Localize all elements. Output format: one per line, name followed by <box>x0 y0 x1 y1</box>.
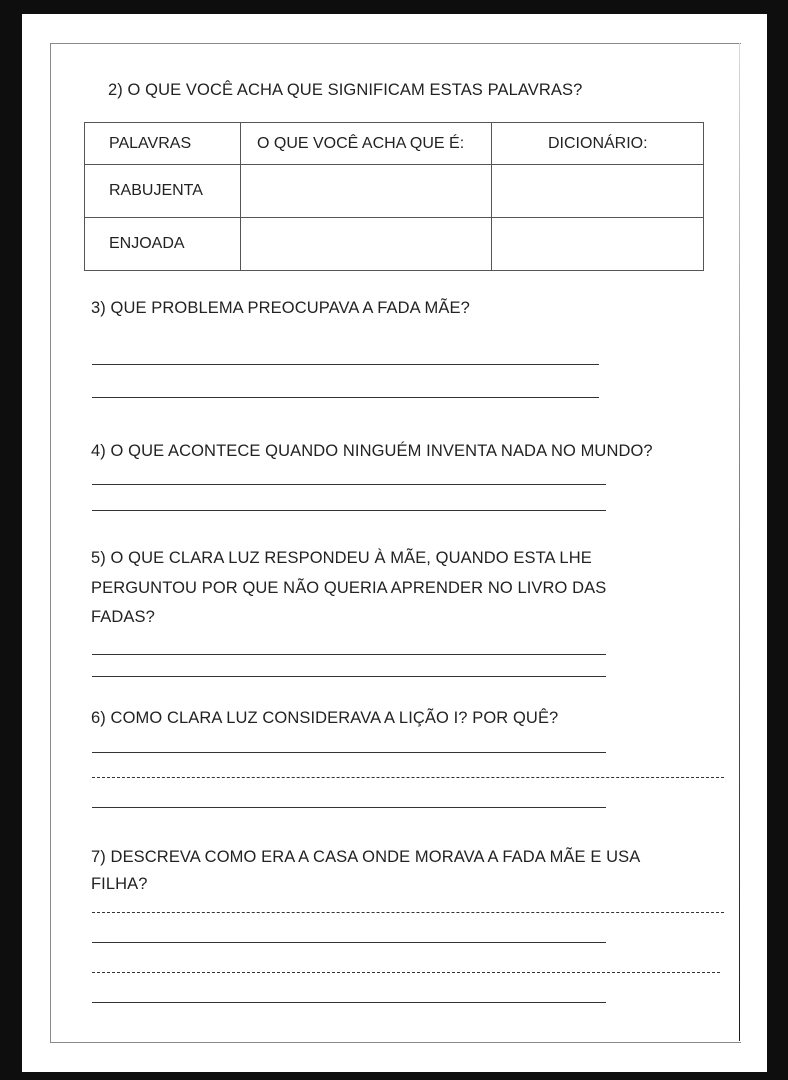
word-cell: ENJOADA <box>85 218 241 271</box>
question-5-line-3: FADAS? <box>91 608 155 626</box>
guess-answer-cell[interactable] <box>241 218 492 271</box>
answer-line[interactable] <box>92 397 599 398</box>
table-row <box>85 165 704 218</box>
answer-line[interactable] <box>92 484 606 485</box>
question-2-text: 2) O QUE VOCÊ ACHA QUE SIGNIFICAM ESTAS PALAVRAS? <box>108 81 583 99</box>
word-cell: RABUJENTA <box>85 165 241 218</box>
header-o-que-acha: O QUE VOCÊ ACHA QUE É: <box>241 123 492 165</box>
guess-answer-cell[interactable] <box>241 165 492 218</box>
table-row <box>85 218 704 271</box>
header-palavras: PALAVRAS <box>85 123 241 165</box>
answer-line[interactable] <box>92 752 606 753</box>
question-5-line-1: 5) O QUE CLARA LUZ RESPONDEU À MÃE, QUANDO ESTA LHE <box>91 549 592 567</box>
question-3-text: 3) QUE PROBLEMA PREOCUPAVA A FADA MÃE? <box>91 299 470 317</box>
answer-line[interactable] <box>92 676 606 677</box>
dictionary-answer-cell[interactable] <box>492 165 704 218</box>
question-5-line-2: PERGUNTOU POR QUE NÃO QUERIA APRENDER NO LIVRO DAS <box>91 579 607 597</box>
answer-line[interactable] <box>92 1002 606 1003</box>
question-6-text: 6) COMO CLARA LUZ CONSIDERAVA A LIÇÃO I? POR QUÊ? <box>91 709 559 727</box>
answer-line-dashed[interactable] <box>92 912 724 913</box>
page-border-right <box>739 43 740 1041</box>
worksheet-page <box>22 14 767 1072</box>
question-4-text: 4) O QUE ACONTECE QUANDO NINGUÉM INVENTA NADA NO MUNDO? <box>91 442 653 460</box>
answer-line[interactable] <box>92 510 606 511</box>
answer-line[interactable] <box>92 807 606 808</box>
header-dicionario: DICIONÁRIO: <box>492 123 704 165</box>
answer-line[interactable] <box>92 654 606 655</box>
vocabulary-table <box>84 122 704 271</box>
question-7-line-2: FILHA? <box>91 875 148 893</box>
dictionary-answer-cell[interactable] <box>492 218 704 271</box>
table-header-row <box>85 123 704 165</box>
question-7-line-1: 7) DESCREVA COMO ERA A CASA ONDE MORAVA A FADA MÃE E USA <box>91 848 641 866</box>
answer-line-dashed[interactable] <box>92 972 720 973</box>
answer-line[interactable] <box>92 942 606 943</box>
answer-line-dashed[interactable] <box>92 777 724 778</box>
answer-line[interactable] <box>92 364 599 365</box>
